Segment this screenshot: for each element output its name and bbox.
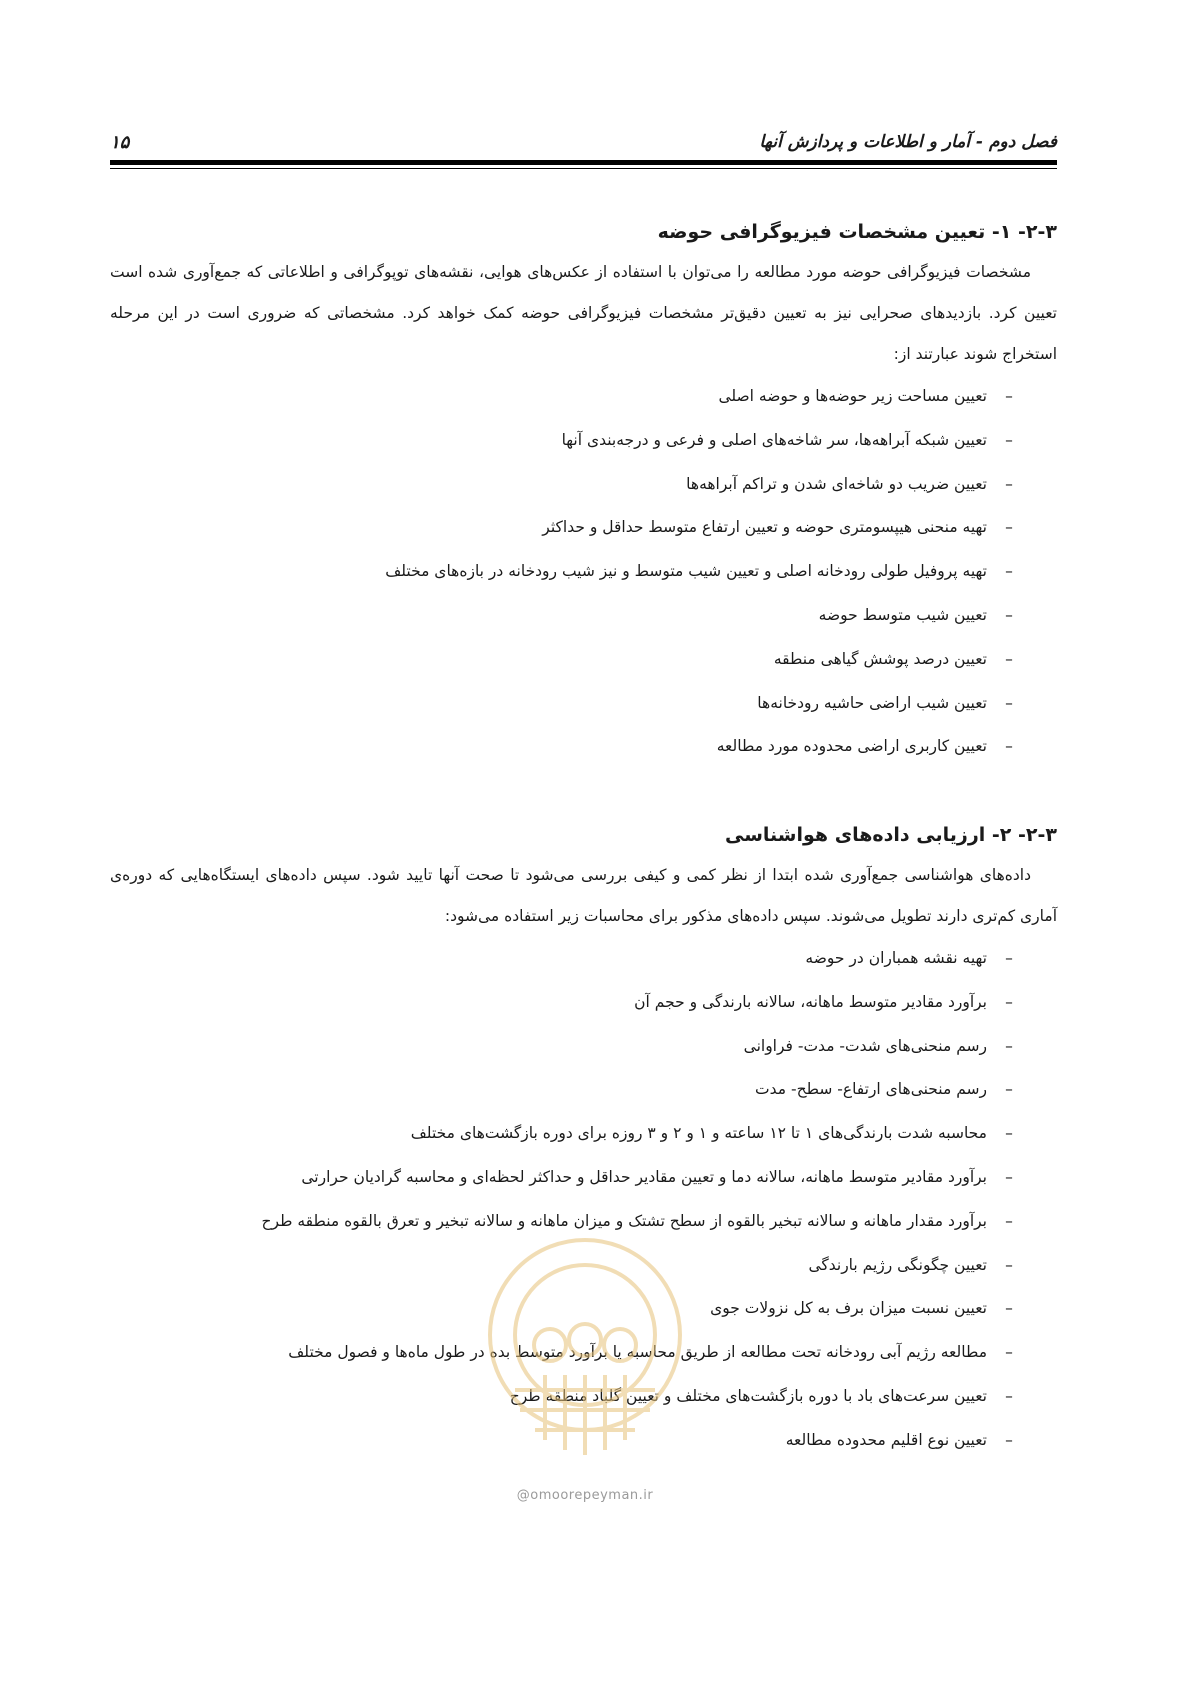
bullet-dash: – — [1005, 518, 1013, 537]
section-paragraph: داده‌های هواشناسی جمع‌آوری شده ابتدا از نظر کمی و کیفی بررسی می‌شود تا صحت آنها تایید شود. سپس داده‌های ایستگاه‌هایی که دوره‌ی آماری کم‌تری دارند تطویل می‌شوند. سپس داده‌های مذکور برای محاسبات زیر استفاده می‌شود: — [110, 866, 1057, 925]
bullet-dash: – — [1005, 693, 1013, 712]
chapter-title: فصل دوم - آمار و اطلاعات و پردازش آنها — [759, 132, 1057, 152]
list-item: – تهیه پروفیل طولی رودخانه اصلی و تعیین شیب متوسط و نیز شیب رودخانه در بازه‌های مختلف — [110, 550, 1057, 594]
list-item: – تهیه منحنی هیپسومتری حوضه و تعیین ارتفاع متوسط حداقل و حداکثر — [110, 506, 1057, 550]
list-item: – رسم منحنی‌های شدت- مدت- فراوانی — [110, 1025, 1057, 1069]
list-item: – تعیین ضریب دو شاخه‌ای شدن و تراکم آبراهه‌ها — [110, 463, 1057, 507]
list-item: – تعیین سرعت‌های باد با دوره بازگشت‌های مختلف و تعیین گلباد منطقه طرح — [110, 1375, 1057, 1419]
bullet-dash: – — [1005, 1343, 1013, 1362]
list-item: – برآورد مقدار ماهانه و سالانه تبخیر بالقوه از سطح تشتک و میزان ماهانه و سالانه تبخیر و تعرق بالقوه منطقه طرح — [110, 1200, 1057, 1244]
bullet-dash: – — [1005, 649, 1013, 668]
section-meteorology — [110, 815, 1057, 1463]
bullet-dash: – — [1005, 737, 1013, 756]
bullet-dash: – — [1005, 1036, 1013, 1055]
bullet-dash: – — [1005, 387, 1013, 405]
bullet-dash: – — [1005, 1255, 1013, 1274]
header-rule-thin — [110, 168, 1057, 169]
bullet-list — [110, 937, 1057, 1463]
list-item: – محاسبه شدت بارندگی‌های ۱ تا ۱۲ ساعته و ۱ و ۲ و ۳ روزه برای دوره بازگشت‌های مختلف — [110, 1112, 1057, 1156]
bullet-dash: – — [1005, 1080, 1013, 1099]
list-item: – تعیین مساحت زیر حوضه‌ها و حوضه اصلی — [110, 375, 1057, 419]
bullet-dash: – — [1005, 474, 1013, 493]
list-item: – رسم منحنی‌های ارتفاع- سطح- مدت — [110, 1068, 1057, 1112]
bullet-dash: – — [1005, 1167, 1013, 1186]
running-head — [110, 128, 1057, 158]
bullet-dash: – — [1005, 605, 1013, 624]
list-item: – تهیه نقشه همباران در حوضه — [110, 937, 1057, 981]
list-item: – تعیین کاربری اراضی محدوده مورد مطالعه — [110, 725, 1057, 769]
list-item: – برآورد مقادیر متوسط ماهانه، سالانه بارندگی و حجم آن — [110, 981, 1057, 1025]
header-rule-thick — [110, 160, 1057, 165]
list-item: – تعیین شیب متوسط حوضه — [110, 594, 1057, 638]
bullet-dash: – — [1005, 992, 1013, 1011]
page-number: ۱۵ — [110, 132, 130, 153]
list-item: – تعیین شیب اراضی حاشیه رودخانه‌ها — [110, 682, 1057, 726]
bullet-dash: – — [1005, 430, 1013, 449]
list-item: – تعیین درصد پوشش گیاهی منطقه — [110, 638, 1057, 682]
section-heading: ۲-۳- ۱- تعیین مشخصات فیزیوگرافی حوضه — [657, 221, 1057, 243]
section-paragraph: مشخصات فیزیوگرافی حوضه مورد مطالعه را می‌توان با استفاده از عکس‌های هوایی، نقشه‌های توپوگرافی و اطلاعاتی که جمع‌آوری شده است تعیین کرد. بازدیدهای صحرایی نیز به تعیین دقیق‌تر مشخصات فیزیوگرافی حوضه کمک خواهد کرد. مشخصاتی که ضروری است در این مرحله استخراج شوند عبارتند از: — [110, 263, 1057, 363]
list-item: – تعیین چگونگی رژیم بارندگی — [110, 1244, 1057, 1288]
bullet-dash: – — [1005, 1430, 1013, 1449]
list-item: – تعیین شبکه آبراهه‌ها، سر شاخه‌های اصلی و فرعی و درجه‌بندی آنها — [110, 419, 1057, 463]
bullet-dash: – — [1005, 1299, 1013, 1318]
list-item: – برآورد مقادیر متوسط ماهانه، سالانه دما و تعیین مقادیر حداقل و حداکثر لحظه‌ای و محاسبه گرادیان حرارتی — [110, 1156, 1057, 1200]
bullet-dash: – — [1005, 1124, 1013, 1143]
bullet-dash: – — [1005, 1386, 1013, 1405]
list-item: – مطالعه رژیم آبی رودخانه تحت مطالعه از طریق محاسبه یا برآورد متوسط بده در طول ماه‌ها و فصول مختلف — [110, 1331, 1057, 1375]
bullet-dash: – — [1005, 949, 1013, 967]
list-item: – تعیین نوع اقلیم محدوده مطالعه — [110, 1419, 1057, 1463]
bullet-dash: – — [1005, 562, 1013, 581]
section-heading: ۲-۳- ۲- ارزیابی داده‌های هواشناسی — [725, 824, 1057, 846]
section-physiography — [110, 212, 1057, 769]
list-item: – تعیین نسبت میزان برف به کل نزولات جوی — [110, 1287, 1057, 1331]
watermark-url: @omoorepeyman.ir — [516, 1488, 654, 1503]
bullet-list — [110, 375, 1057, 769]
bullet-dash: – — [1005, 1211, 1013, 1230]
